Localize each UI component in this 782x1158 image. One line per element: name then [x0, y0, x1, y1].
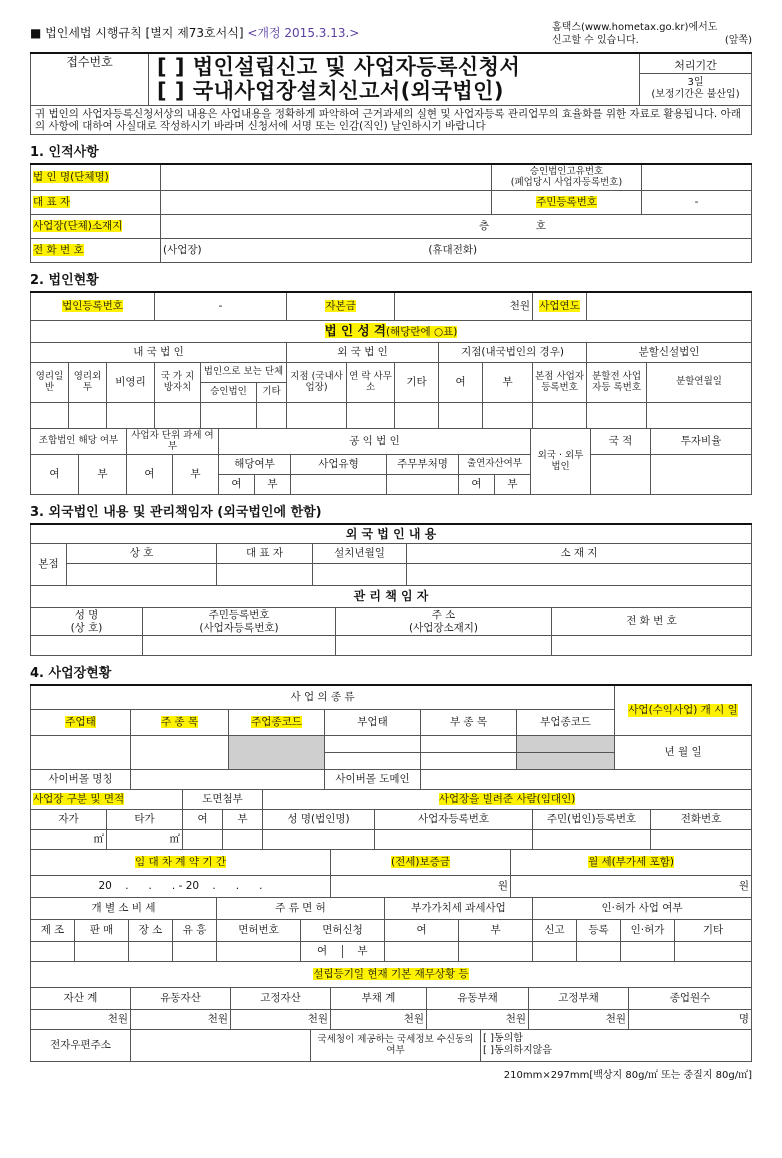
hq-rep-field[interactable] — [217, 564, 313, 586]
drawing-yes-label: 여 — [183, 809, 223, 829]
cyber-mall-domain-label: 사이버몰 도메인 — [325, 769, 421, 789]
capital-unit: 천원 — [509, 300, 531, 313]
mgr-name-sublabel: (상 호) — [70, 621, 103, 634]
nature-check-cell[interactable] — [587, 402, 647, 428]
domestic-corp-label: 내 국 법 인 — [31, 342, 287, 362]
est-date-label: 설치년월일 — [313, 544, 407, 564]
nature-check-cell[interactable] — [107, 402, 155, 428]
cyber-mall-name-label: 사이버몰 명칭 — [31, 769, 131, 789]
lessor-phone-label: 전화번호 — [651, 809, 752, 829]
branch-label: 지점(내국법인의 경우) — [439, 342, 587, 362]
fixed-assets-label: 고정자산 — [231, 987, 331, 1009]
process-period-label: 처리기간 — [640, 58, 751, 74]
section-2b-table — [30, 428, 752, 495]
current-liab-field[interactable] — [427, 1009, 529, 1029]
main-code-label: 주업종코드 — [251, 716, 302, 729]
title-table — [30, 52, 752, 135]
fixed-assets-field[interactable] — [231, 1009, 331, 1029]
notice-text: 귀 법인의 사업자등록신청서상의 내용은 사업내용을 정확하게 파악하여 근거과세의 실현 및 사업자등록 관리업무의 효율화를 위한 자료로 활용됩니다. 아래의 사항에 대하여 사실대로 작성하시기 바라며 신청서에 서명 또는 인감(직인) 날인하시기 바랍니다 — [35, 107, 741, 132]
monthly-rent-field[interactable] — [511, 875, 752, 897]
nature-check-cell[interactable] — [347, 402, 395, 428]
drawing-label: 도면첨부 — [183, 789, 263, 809]
rrn-dash: - — [694, 196, 699, 209]
sub-item-field[interactable] — [421, 735, 517, 752]
total-liab-unit: 천원 — [403, 1013, 424, 1026]
capital-label: 자본금 — [325, 300, 356, 313]
permit-label: 인·허가 사업 여부 — [533, 897, 752, 919]
license-apply-yes[interactable]: 여 — [303, 945, 343, 958]
form-header — [30, 22, 752, 52]
mgr-phone-label: 전 화 번 호 — [552, 608, 752, 636]
register-field[interactable] — [577, 941, 621, 961]
public-biz-type-field[interactable] — [291, 474, 387, 494]
contribution-no[interactable]: 부 — [495, 474, 531, 494]
hometax-notice-2: 신고할 수 있습니다. — [552, 34, 639, 46]
lease-period-field[interactable] — [31, 875, 331, 897]
nationality-field[interactable] — [591, 454, 651, 494]
coop-yes[interactable]: 여 — [31, 454, 79, 494]
monthly-rent-unit: 원 — [738, 880, 749, 893]
nature-check-cell[interactable] — [69, 402, 107, 428]
start-date-field[interactable] — [615, 735, 752, 769]
own-area-unit: ㎡ — [93, 833, 104, 846]
phone-label: 전 화 번 호 — [33, 244, 84, 257]
profit-general-label: 영리일반 — [31, 362, 69, 402]
title-line-2: [ ] 국내사업장설치신고서(외국법인) — [157, 79, 505, 104]
permit-etc-field[interactable] — [675, 941, 752, 961]
sale-field[interactable] — [75, 941, 129, 961]
place-label: 장 소 — [129, 919, 173, 941]
license-no-field[interactable] — [217, 941, 301, 961]
vat-no-field[interactable] — [459, 941, 533, 961]
foreign-other-label: 기타 — [395, 362, 439, 402]
fixed-liab-unit: 천원 — [605, 1013, 626, 1026]
representative-label: 대 표 자 — [33, 196, 71, 209]
deemed-other-label: 기타 — [257, 382, 287, 402]
register-label: 등록 — [577, 919, 621, 941]
email-label: 전자우편주소 — [31, 1029, 131, 1061]
corp-nature-label: 법 인 성 격 — [324, 323, 386, 339]
mgr-name-field[interactable] — [31, 636, 143, 656]
foreign-corp-label: 외 국 법 인 — [287, 342, 439, 362]
capital-field[interactable] — [395, 292, 533, 320]
vat-no-label: 부 — [459, 919, 533, 941]
ministry-label: 주무부처명 — [387, 454, 459, 474]
drawing-no-label: 부 — [223, 809, 263, 829]
own-label: 자가 — [31, 809, 107, 829]
deposit-label: (전세)보증금 — [391, 856, 450, 869]
address-label: 사업장(단체)소재지 — [33, 220, 123, 233]
section-4b-table — [30, 789, 752, 850]
main-item-label: 주 종 목 — [160, 716, 199, 729]
section-4f-table — [30, 1029, 752, 1062]
current-assets-unit: 천원 — [207, 1013, 228, 1026]
main-type-label: 주업태 — [65, 716, 96, 729]
mgr-address-field[interactable] — [336, 636, 552, 656]
vat-status-label: 부가가치세 과세사업 — [385, 897, 533, 919]
mgr-rrn-field[interactable] — [143, 636, 336, 656]
foreign-invest-label: 외국 · 외투 법인 — [531, 428, 591, 494]
state-local-label: 국 가 지방자치 — [155, 362, 201, 402]
cyber-mall-name-field[interactable] — [131, 769, 325, 789]
main-code-field — [229, 735, 325, 769]
approve-no-field[interactable] — [642, 164, 752, 191]
lessor-name-label: 성 명(법인명) — [263, 809, 375, 829]
invest-ratio-field[interactable] — [651, 454, 752, 494]
license-apply-field[interactable] — [301, 941, 385, 961]
est-date-field[interactable] — [313, 564, 407, 586]
foreign-content-label: 외 국 법 인 내 용 — [31, 524, 752, 544]
manufacture-label: 제 조 — [31, 919, 75, 941]
nts-agree-checkbox[interactable]: [ ]동의함 — [483, 1033, 523, 1045]
nature-check-cell[interactable] — [439, 402, 483, 428]
section-4c-table — [30, 849, 752, 898]
vat-yes-field[interactable] — [385, 941, 459, 961]
lessor-phone-field[interactable] — [651, 829, 752, 849]
lessor-bizno-field[interactable] — [375, 829, 533, 849]
current-assets-label: 유동자산 — [131, 987, 231, 1009]
ho-label: 호 — [535, 220, 546, 233]
lease-period-label: 임 대 차 계 약 기 간 — [134, 856, 227, 869]
total-assets-unit: 천원 — [107, 1013, 128, 1026]
total-assets-label: 자산 계 — [31, 987, 131, 1009]
fixed-liab-field[interactable] — [529, 1009, 629, 1029]
public-corp-label: 공 익 법 인 — [219, 428, 531, 454]
rented-area-unit: ㎡ — [169, 833, 181, 846]
corp-name-field[interactable] — [161, 164, 492, 191]
rented-area-field[interactable] — [107, 829, 183, 849]
nature-check-cell[interactable] — [395, 402, 439, 428]
nature-check-cell[interactable] — [483, 402, 533, 428]
employees-unit: 명 — [738, 1013, 749, 1026]
permission-label: 인·허가 — [621, 919, 675, 941]
phone-field[interactable] — [161, 239, 752, 263]
trade-name-label: 상 호 — [67, 544, 217, 564]
trade-name-field[interactable] — [67, 564, 217, 586]
public-biz-type-label: 사업유형 — [291, 454, 387, 474]
deposit-unit: 원 — [497, 880, 508, 893]
employees-label: 종업원수 — [629, 987, 752, 1009]
section-3b-table — [30, 607, 752, 656]
nature-check-cell[interactable] — [201, 402, 257, 428]
public-applicable-label: 해당여부 — [219, 454, 291, 474]
ministry-field[interactable] — [387, 474, 459, 494]
main-type-field[interactable] — [31, 735, 131, 769]
paper-spec-footer: 210mm×297mm[백상지 80g/㎡ 또는 중질지 80g/㎡] — [503, 1069, 752, 1081]
sub-type-label: 부업태 — [325, 709, 421, 735]
section-4-table — [30, 684, 752, 790]
sub-item-field-2[interactable] — [421, 752, 517, 769]
hq-label: 본점 — [31, 544, 67, 586]
main-item-field[interactable] — [131, 735, 229, 769]
nature-check-cell[interactable] — [155, 402, 201, 428]
entertain-field[interactable] — [173, 941, 217, 961]
phone-mobile-label: (휴대전화) — [428, 244, 478, 257]
receipt-number-field[interactable] — [31, 53, 149, 105]
monthly-rent-label: 월 세(부가세 포함) — [588, 856, 674, 869]
section-4-title: 4. 사업장현황 — [30, 666, 112, 682]
corp-name-label: 법 인 명(단체명) — [33, 171, 109, 184]
start-date-ymd: 년 월 일 — [664, 746, 702, 759]
unit-tax-label: 사업자 단위 과세 여부 — [127, 428, 219, 454]
sub-type-field-2[interactable] — [325, 752, 421, 769]
site-area-label: 사업장 구분 및 면적 — [33, 793, 125, 806]
permission-field[interactable] — [621, 941, 675, 961]
coop-label: 조합법인 해당 여부 — [31, 428, 127, 454]
approve-no-sublabel: (폐업당시 사업자등록번호) — [510, 177, 623, 189]
financial-status-label: 설립등기일 현재 기본 재무상황 등 — [313, 968, 469, 981]
process-period-value: 3일 — [687, 76, 704, 88]
section-4e-table — [30, 987, 752, 1030]
hq-rep-label: 대 표 자 — [217, 544, 313, 564]
total-liab-label: 부채 계 — [331, 987, 427, 1009]
sub-code-field — [517, 735, 615, 752]
deemed-corp-label: 법인으로 보는 단체 — [201, 362, 287, 382]
sub-item-label: 부 종 목 — [421, 709, 517, 735]
corp-nature-note: (해당란에 ○표) — [385, 326, 458, 339]
public-applicable-yes[interactable]: 여 — [219, 474, 255, 494]
corp-reg-no-label: 법인등록번호 — [62, 300, 123, 313]
sub-code-field-2 — [517, 752, 615, 769]
fixed-assets-unit: 천원 — [307, 1013, 328, 1026]
floor-label: 층 — [479, 220, 490, 233]
section-3-title: 3. 외국법인 내용 및 관리책임자 (외국법인에 한함) — [30, 504, 322, 520]
employees-field[interactable] — [629, 1009, 752, 1029]
report-field[interactable] — [533, 941, 577, 961]
email-field[interactable] — [131, 1029, 311, 1061]
drawing-no-field[interactable] — [223, 829, 263, 849]
section-3-table — [30, 523, 752, 609]
section-4d-table — [30, 897, 752, 988]
nts-info-label: 국세청이 제공하는 국세정보 수신동의 여부 — [311, 1029, 481, 1061]
coop-no[interactable]: 부 — [79, 454, 127, 494]
contribution-label: 출연자산여부 — [459, 454, 531, 474]
lease-period-value: 20 . . . - 20 . . . — [98, 880, 263, 893]
current-liab-label: 유동부채 — [427, 987, 529, 1009]
rrn-field[interactable] — [642, 191, 752, 215]
profit-foreign-label: 영리외투 — [69, 362, 107, 402]
cyber-mall-domain-field[interactable] — [421, 769, 752, 789]
contribution-yes[interactable]: 여 — [459, 474, 495, 494]
manufacture-field[interactable] — [31, 941, 75, 961]
section-2-table — [30, 291, 752, 429]
mgr-rrn-label: 주민등록번호 — [208, 609, 270, 622]
manager-label: 관 리 책 임 자 — [31, 586, 752, 608]
nature-check-cell[interactable] — [31, 402, 69, 428]
corp-reg-no-field[interactable] — [155, 292, 287, 320]
sub-type-field[interactable] — [325, 735, 421, 752]
vat-yes-label: 여 — [385, 919, 459, 941]
fiscal-year-field[interactable] — [587, 292, 752, 320]
current-assets-field[interactable] — [131, 1009, 231, 1029]
section-1-title: 1. 인적사항 — [30, 144, 99, 160]
hometax-notice-1: 홈택스(www.hometax.go.kr)에서도 — [552, 22, 718, 33]
start-date-label: 사업(수익사업) 개 시 일 — [628, 704, 738, 717]
section-1-table — [30, 163, 752, 264]
license-apply-no[interactable]: 부 — [357, 945, 368, 958]
invest-ratio-label: 투자비율 — [651, 428, 752, 454]
address-field[interactable] — [161, 215, 752, 239]
place-field[interactable] — [129, 941, 173, 961]
own-area-field[interactable] — [31, 829, 107, 849]
page-side-label: (앞쪽) — [724, 34, 752, 46]
sub-code-label: 부업종코드 — [517, 709, 615, 735]
deposit-field[interactable] — [331, 875, 511, 897]
biz-kind-label: 사 업 의 종 류 — [31, 685, 615, 709]
domestic-branch-label: 지점 (국내사업장) — [287, 362, 347, 402]
phone-biz-label: (사업장) — [163, 244, 202, 257]
hq-location-label: 소 재 지 — [407, 544, 752, 564]
mgr-phone-field[interactable] — [552, 636, 752, 656]
pre-split-reg-label: 분할전 사업자등 록번호 — [587, 362, 647, 402]
nature-check-cell[interactable] — [533, 402, 587, 428]
nts-disagree-checkbox[interactable]: [ ]동의하지않음 — [483, 1045, 552, 1057]
report-label: 신고 — [533, 919, 577, 941]
process-period-note: (보정기간은 불산입) — [651, 88, 740, 100]
public-applicable-no[interactable]: 부 — [255, 474, 291, 494]
mgr-rrn-sublabel: (사업자등록번호) — [199, 621, 279, 634]
lessor-label: 사업장을 빌려준 사람(임대인) — [438, 793, 576, 806]
corp-reg-dash: - — [218, 300, 223, 313]
lessor-rrn-label: 주민(법인)등록번호 — [533, 809, 651, 829]
nonprofit-label: 비영리 — [107, 362, 155, 402]
section-2-title: 2. 법인현황 — [30, 273, 99, 289]
fiscal-year-label: 사업연도 — [539, 300, 580, 313]
lessor-bizno-label: 사업자등록번호 — [375, 809, 533, 829]
total-assets-field[interactable] — [31, 1009, 131, 1029]
form-rule-label: ■ 법인세법 시행규칙 [별지 제73호서식] — [30, 26, 244, 40]
hq-location-field[interactable] — [407, 564, 752, 586]
liaison-office-label: 연 락 사무소 — [347, 362, 395, 402]
branch-no-label: 부 — [483, 362, 533, 402]
split-corp-label: 분할신설법인 — [587, 342, 752, 362]
representative-field[interactable] — [161, 191, 492, 215]
rented-label: 타가 — [107, 809, 183, 829]
excise-label: 개 별 소 비 세 — [31, 897, 217, 919]
nature-check-cell[interactable] — [287, 402, 347, 428]
title-line-1: [ ] 법인설립신고 및 사업자등록신청서 — [157, 55, 521, 80]
unit-tax-yes[interactable]: 여 — [127, 454, 173, 494]
nature-check-cell[interactable] — [647, 402, 752, 428]
fixed-liab-label: 고정부채 — [529, 987, 629, 1009]
current-liab-unit: 천원 — [505, 1013, 526, 1026]
rrn-label: 주민등록번호 — [536, 196, 597, 209]
split-date-label: 분할연월일 — [647, 362, 752, 402]
lessor-name-field[interactable] — [263, 829, 375, 849]
unit-tax-no[interactable]: 부 — [173, 454, 219, 494]
permit-etc-label: 기타 — [675, 919, 752, 941]
revision-label: <개정 2015.3.13.> — [247, 26, 360, 40]
nature-check-cell[interactable] — [257, 402, 287, 428]
receipt-number-label: 접수번호 — [66, 55, 113, 69]
mgr-name-label: 성 명 — [74, 609, 99, 622]
hq-reg-label: 본점 사업자 등록번호 — [533, 362, 587, 402]
mgr-address-sublabel: (사업장소재지) — [408, 621, 479, 634]
mgr-address-label: 주 소 — [431, 609, 456, 622]
branch-yes-label: 여 — [439, 362, 483, 402]
license-no-label: 면허번호 — [217, 919, 301, 941]
approve-no-label: 승인법인고유번호 — [529, 165, 604, 177]
liquor-license-label: 주 류 면 허 — [217, 897, 385, 919]
approved-corp-label: 승인법인 — [201, 382, 257, 402]
nationality-label: 국 적 — [591, 428, 651, 454]
total-liab-field[interactable] — [331, 1009, 427, 1029]
entertain-label: 유 흥 — [173, 919, 217, 941]
sale-label: 판 매 — [75, 919, 129, 941]
drawing-yes-field[interactable] — [183, 829, 223, 849]
lessor-rrn-field[interactable] — [533, 829, 651, 849]
license-apply-label: 면허신청 — [301, 919, 385, 941]
